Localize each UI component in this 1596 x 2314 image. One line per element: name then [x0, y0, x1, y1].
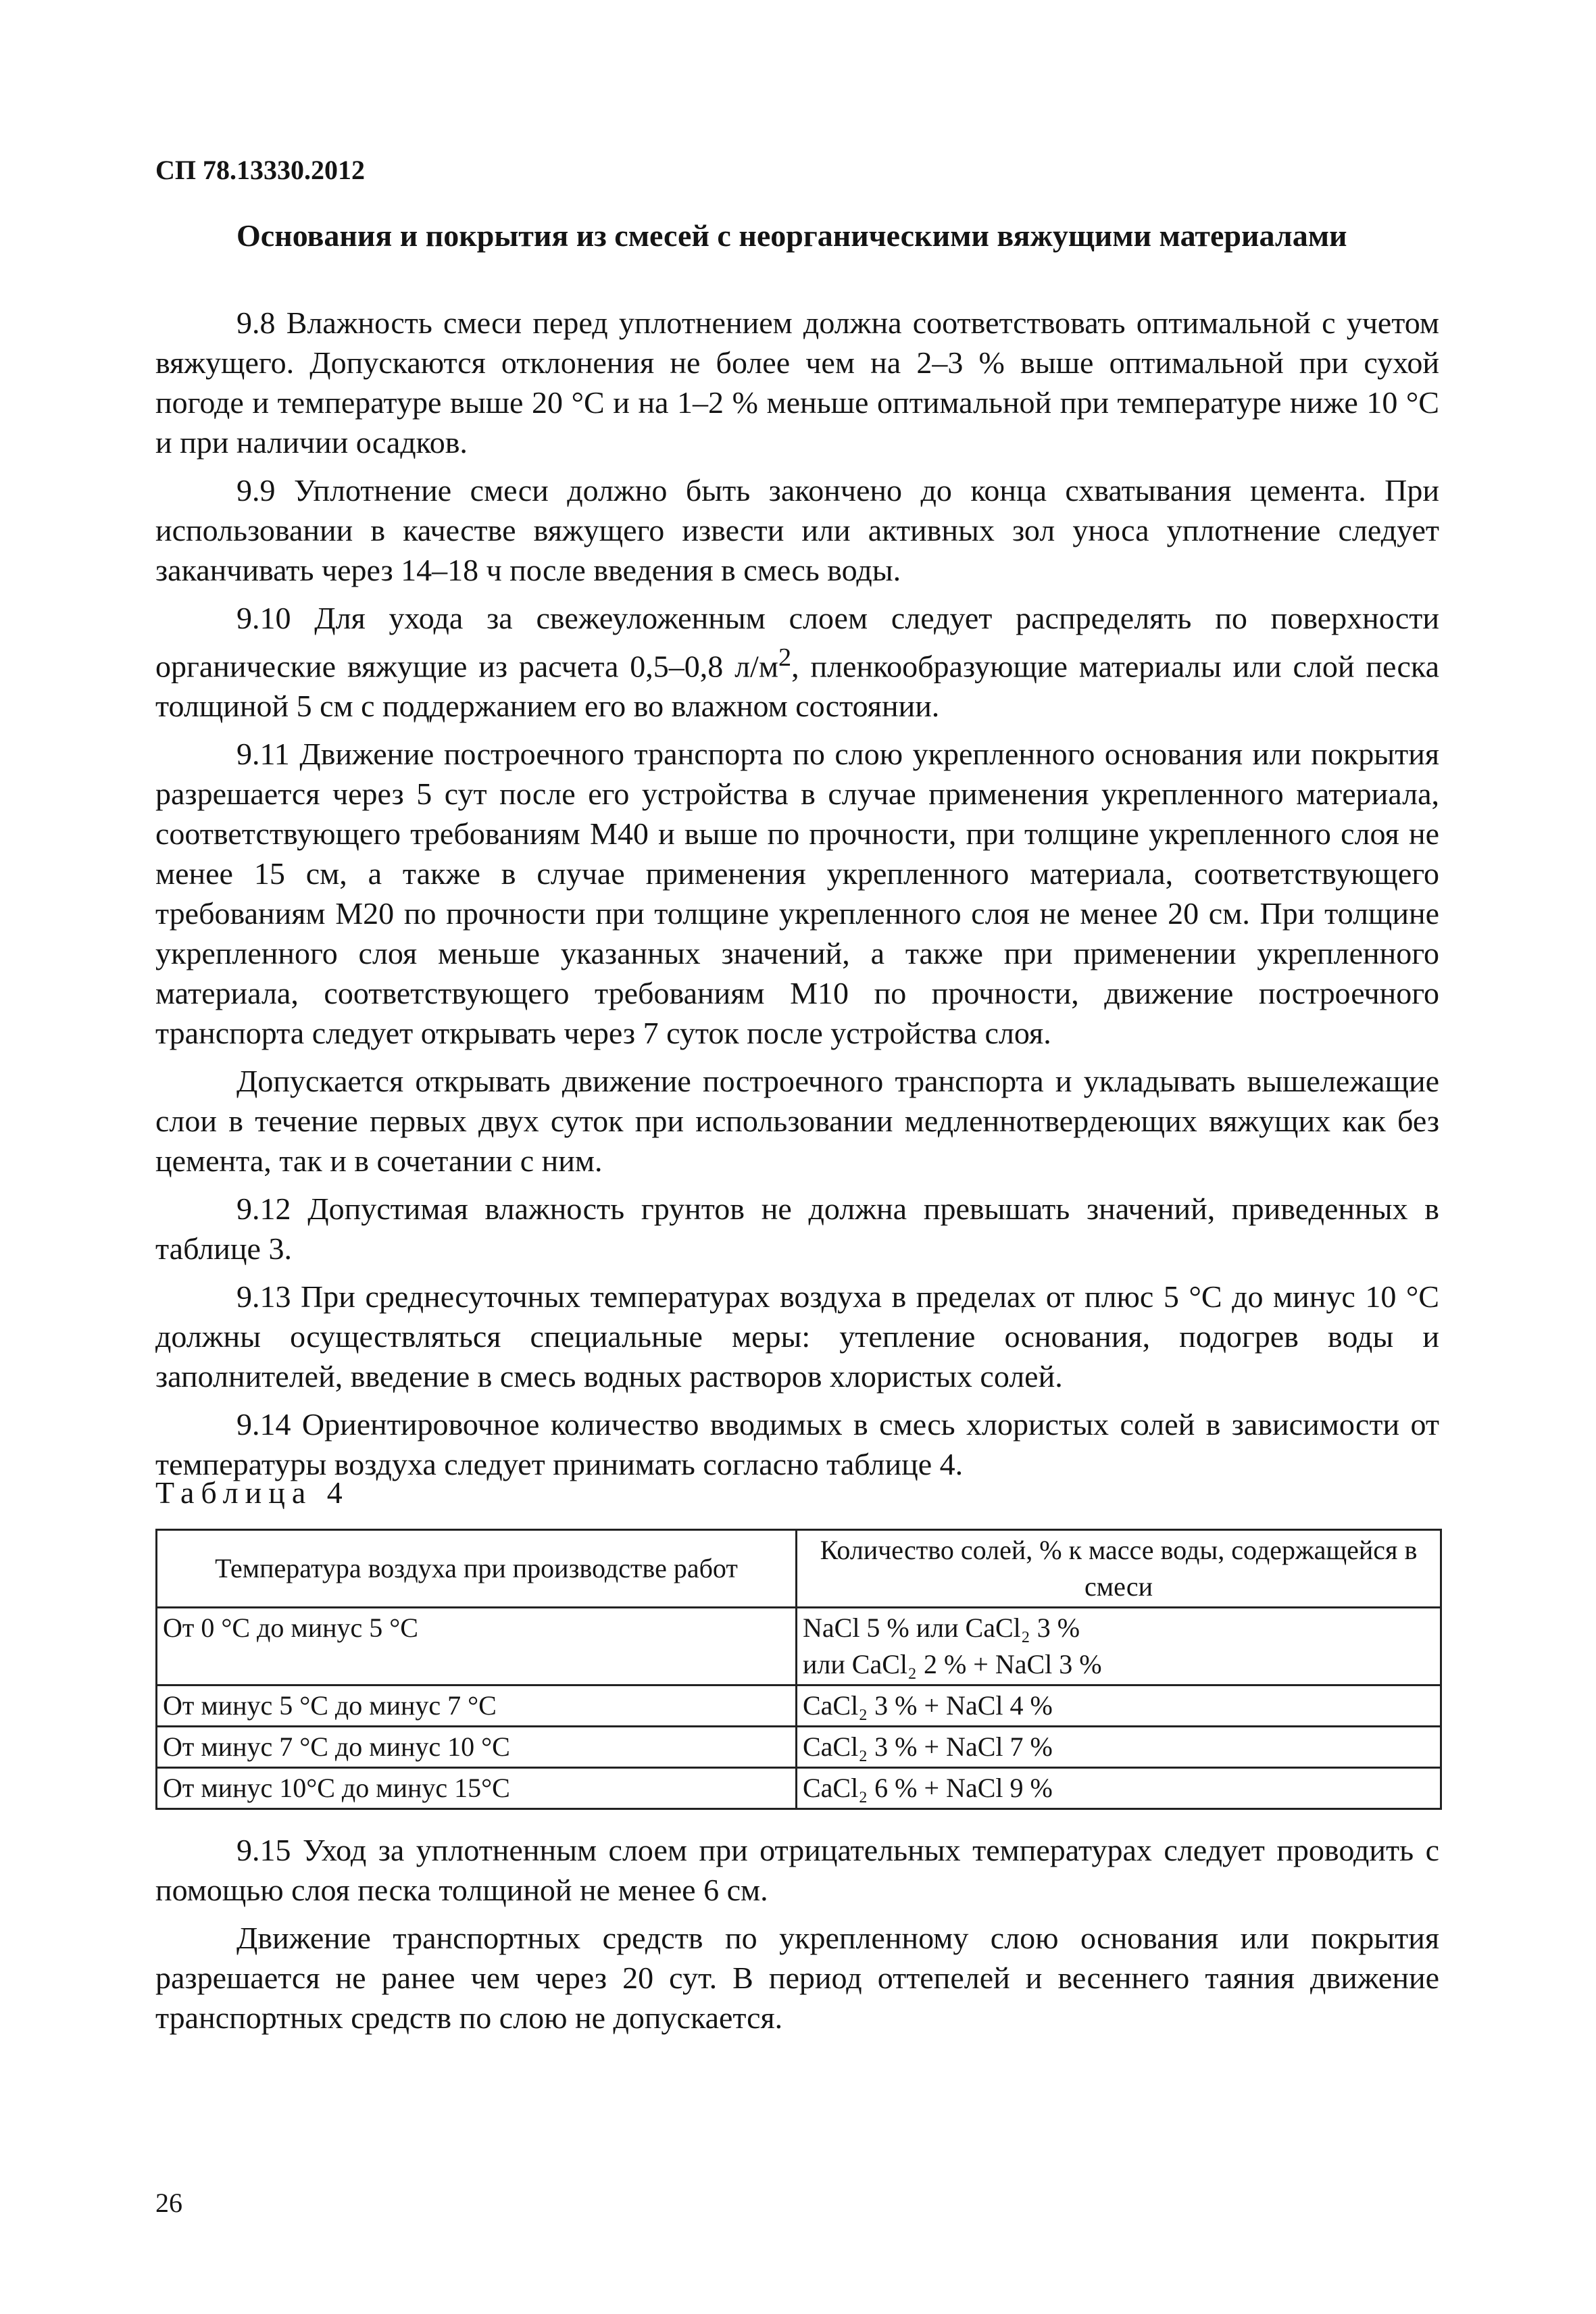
paragraph-9-15-continued: Движение транспортных средств по укрепленному слою основания или покрытия разрешается не ранее чем через 20 сут. В период оттепелей и весеннего таяния движение транспортных средств по слою не допускается.: [155, 1921, 1439, 2035]
cell-salts: [797, 1608, 1441, 1685]
header-salts: Количество солей, % к массе воды, содержащейся в смеси: [797, 1530, 1441, 1608]
table-row: [157, 1768, 1441, 1809]
cell-temperature: От минус 7 °С до минус 10 °С: [157, 1727, 797, 1768]
table-caption: Таблица 4: [155, 1475, 349, 1510]
section-title: Основания и покрытия из смесей с неорганическими вяжущими материалами: [236, 218, 1347, 253]
paragraph-9-11-continued: Допускается открывать движение построечного транспорта и укладывать вышележащие слои в течение первых двух суток при использовании медленнотвердеющих вяжущих как без цемента, так и в сочетании с ним.: [155, 1064, 1439, 1179]
cell-temperature: От минус 10°С до минус 15°С: [157, 1768, 797, 1809]
paragraph-9-8: 9.8 Влажность смеси перед уплотнением должна соответствовать оптимальной с учетом вяжущего. Допускаются отклонения не более чем на 2–3 % выше оптимальной при сухой погоде и температуре выше 20 °С и на 1–2 % меньше оптимальной при температуре ниже 10 °С и при наличии осадков.: [155, 305, 1439, 460]
header-temperature: Температура воздуха при производстве работ: [157, 1530, 797, 1608]
paragraph-9-10: [155, 598, 1439, 726]
paragraph-9-10-before: 9.10 Для ухода за свежеуложенным слоем следует распределять по поверхности органические вяжущие из расчета 0,5–0,8 л/м: [155, 601, 1439, 684]
salts-table: [155, 1529, 1442, 1810]
paragraph-9-12: 9.12 Допустимая влажность грунтов не должна превышать значений, приведенных в таблице 3.: [155, 1191, 1439, 1266]
paragraph-9-14: 9.14 Ориентировочное количество вводимых в смесь хлористых солей в зависимости от температуры воздуха следует принимать согласно таблице 4.: [155, 1407, 1439, 1482]
table-row: [157, 1685, 1441, 1727]
paragraph-9-15: 9.15 Уход за уплотненным слоем при отрицательных температурах следует проводить с помощью слоя песка толщиной не менее 6 см.: [155, 1833, 1439, 1907]
table-row: [157, 1727, 1441, 1768]
cell-temperature: От минус 5 °С до минус 7 °С: [157, 1685, 797, 1727]
cell-salts: CaCl₂ 3 % + NaCl 4 %: [797, 1685, 1441, 1727]
paragraph-9-10-after: , пленкообразующие материалы или слой песка толщиной 5 см с поддержанием его во влажном состоянии.: [155, 649, 1439, 724]
body-text: [155, 303, 1439, 1492]
paragraph-9-9: 9.9 Уплотнение смеси должно быть закончено до конца схватывания цемента. При использовании в качестве вяжущего извести или активных зол уноса уплотнение следует заканчивать через 14–18 ч после введения в смесь воды.: [155, 473, 1439, 587]
cell-salts: CaCl₂ 6 % + NaCl 9 %: [797, 1768, 1441, 1809]
superscript-2: 2: [778, 643, 792, 672]
cell-salts-line: NaCl 5 % или CaCl₂ 3 %: [803, 1613, 1080, 1643]
cell-salts-line: или CaCl₂ 2 % + NaCl 3 %: [803, 1649, 1102, 1679]
cell-salts: CaCl₂ 3 % + NaCl 7 %: [797, 1727, 1441, 1768]
document-code: СП 78.13330.2012: [155, 155, 365, 185]
cell-temperature: От 0 °С до минус 5 °С: [157, 1608, 797, 1685]
paragraph-9-13: 9.13 При среднесуточных температурах воздуха в пределах от плюс 5 °С до минус 10 °С должны осуществляться специальные меры: утепление основания, подогрев воды и заполнителей, введение в смесь водных растворов хлористых солей.: [155, 1279, 1439, 1394]
paragraph-9-11: 9.11 Движение построечного транспорта по слою укрепленного основания или покрытия разрешается через 5 сут после его устройства в случае применения укрепленного материала, соответствующего требованиям М40 и выше по прочности, при толщине укрепленного слоя не менее 15 см, а также в случае применения укрепленного материала, соответствующего требованиям М20 по прочности при толщине укрепленного слоя не менее 20 см. При толщине укрепленного слоя меньше указанных значений, а также при применении укрепленного материала, соответствующего требованиям М10 по прочности, движение построечного транспорта следует открывать через 7 суток после устройства слоя.: [155, 737, 1439, 1051]
table-row: [157, 1608, 1441, 1685]
page-number: 26: [155, 2188, 182, 2218]
table-header-row: [157, 1530, 1441, 1608]
after-table-text: [155, 1830, 1439, 2046]
